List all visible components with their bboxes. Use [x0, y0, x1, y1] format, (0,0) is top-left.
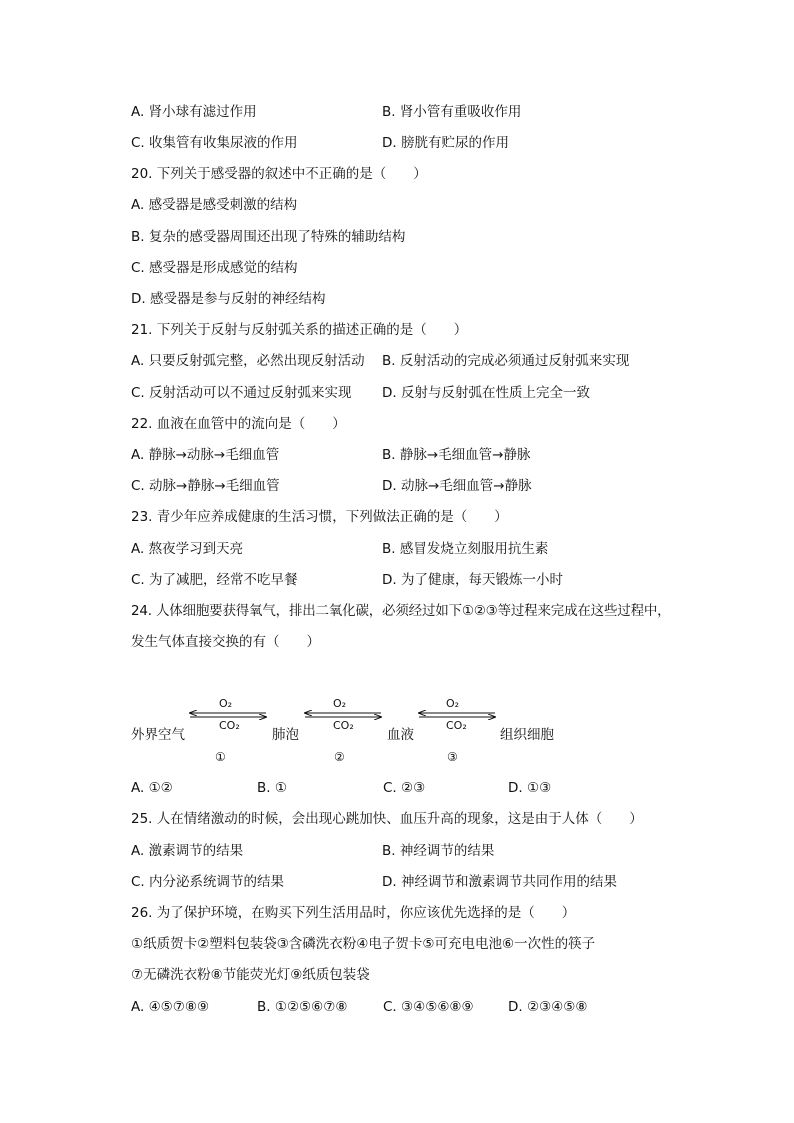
- q24-option-c: C. ②③: [383, 780, 426, 796]
- q22-option-c: C. 动脉→静脉→毛细血管: [131, 478, 280, 494]
- step-3-label: ③: [447, 750, 458, 764]
- q24-option-d: D. ①③: [508, 780, 552, 796]
- o2-label-3: O₂: [446, 697, 460, 710]
- q19-option-a: A. 肾小球有滤过作用: [131, 104, 257, 120]
- q22-option-a: A. 静脉→动脉→毛细血管: [131, 447, 280, 463]
- q23-option-b: B. 感冒发烧立刻服用抗生素: [382, 541, 549, 557]
- q23-option-d: D. 为了健康，每天锻炼一小时: [382, 572, 563, 588]
- q21-option-d: D. 反射与反射弧在性质上完全一致: [382, 385, 590, 401]
- q25-option-d: D. 神经调节和激素调节共同作用的结果: [382, 874, 617, 890]
- node-outside-air: 外界空气: [131, 727, 185, 743]
- q20-option-d: D. 感受器是参与反射的神经结构: [131, 291, 326, 307]
- q26-option-c: C. ③④⑤⑥⑧⑨: [383, 999, 474, 1015]
- q19-option-b: B. 肾小管有重吸收作用: [382, 104, 522, 120]
- q23-option-c: C. 为了减肥，经常不吃早餐: [131, 572, 298, 588]
- q26-option-d: D. ②③④⑤⑧: [508, 999, 588, 1015]
- q20-option-a: A. 感受器是感受刺激的结构: [131, 197, 298, 213]
- q20-stem: 20. 下列关于感受器的叙述中不正确的是（ ）: [131, 166, 427, 182]
- q21-stem: 21. 下列关于反射与反射弧关系的描述正确的是（ ）: [131, 322, 468, 338]
- step-1-label: ①: [215, 750, 226, 764]
- o2-label-2: O₂: [333, 697, 347, 710]
- q25-stem: 25. 人在情绪激动的时候，会出现心跳加快、血压升高的现象，这是由于人体（ ）: [131, 811, 643, 827]
- q26-option-a: A. ④⑤⑦⑧⑨: [131, 999, 210, 1015]
- q26-stem: 26. 为了保护环境，在购买下列生活用品时，你应该优先选择的是（ ）: [131, 905, 576, 921]
- q26-items-line2: ⑦无磷洗衣粉⑧节能荧光灯⑨纸质包装袋: [131, 967, 370, 983]
- q21-option-b: B. 反射活动的完成必须通过反射弧来实现: [382, 353, 630, 369]
- q20-option-b: B. 复杂的感受器周围还出现了特殊的辅助结构: [131, 229, 406, 245]
- q26-option-b: B. ①②⑤⑥⑦⑧: [257, 999, 348, 1015]
- node-alveoli: 肺泡: [272, 727, 299, 743]
- q23-option-a: A. 熬夜学习到天亮: [131, 541, 244, 557]
- step-2-label: ②: [334, 750, 345, 764]
- q24-option-a: A. ①②: [131, 780, 173, 796]
- o2-label-1: O₂: [219, 697, 233, 710]
- co2-label-3: CO₂: [446, 719, 467, 732]
- q22-stem: 22. 血液在血管中的流向是（ ）: [131, 416, 346, 432]
- q25-option-a: A. 激素调节的结果: [131, 843, 244, 859]
- q26-items-line1: ①纸质贺卡②塑料包装袋③含磷洗衣粉④电子贺卡⑤可充电电池⑥一次性的筷子: [131, 936, 596, 952]
- q25-option-c: C. 内分泌系统调节的结果: [131, 874, 285, 890]
- q21-option-a: A. 只要反射弧完整，必然出现反射活动: [131, 353, 365, 369]
- node-tissue-cells: 组织细胞: [500, 727, 554, 743]
- q20-option-c: C. 感受器是形成感觉的结构: [131, 260, 298, 276]
- q23-stem: 23. 青少年应养成健康的生活习惯，下列做法正确的是（ ）: [131, 509, 508, 525]
- q19-option-d: D. 膀胱有贮尿的作用: [382, 135, 509, 151]
- co2-label-2: CO₂: [333, 719, 354, 732]
- co2-label-1: CO₂: [219, 719, 240, 732]
- node-blood: 血液: [387, 727, 414, 743]
- q24-option-b: B. ①: [257, 780, 287, 796]
- q22-option-b: B. 静脉→毛细血管→静脉: [382, 447, 531, 463]
- q24-stem-line1: 24. 人体细胞要获得氧气，排出二氧化碳，必须经过如下①②③等过程来完成在这些过程中，: [131, 603, 671, 619]
- q22-option-d: D. 动脉→毛细血管→静脉: [382, 478, 532, 494]
- q19-option-c: C. 收集管有收集尿液的作用: [131, 135, 298, 151]
- q25-option-b: B. 神经调节的结果: [382, 843, 495, 859]
- q21-option-c: C. 反射活动可以不通过反射弧来实现: [131, 385, 352, 401]
- q24-stem-line2: 发生气体直接交换的有（ ）: [131, 634, 320, 650]
